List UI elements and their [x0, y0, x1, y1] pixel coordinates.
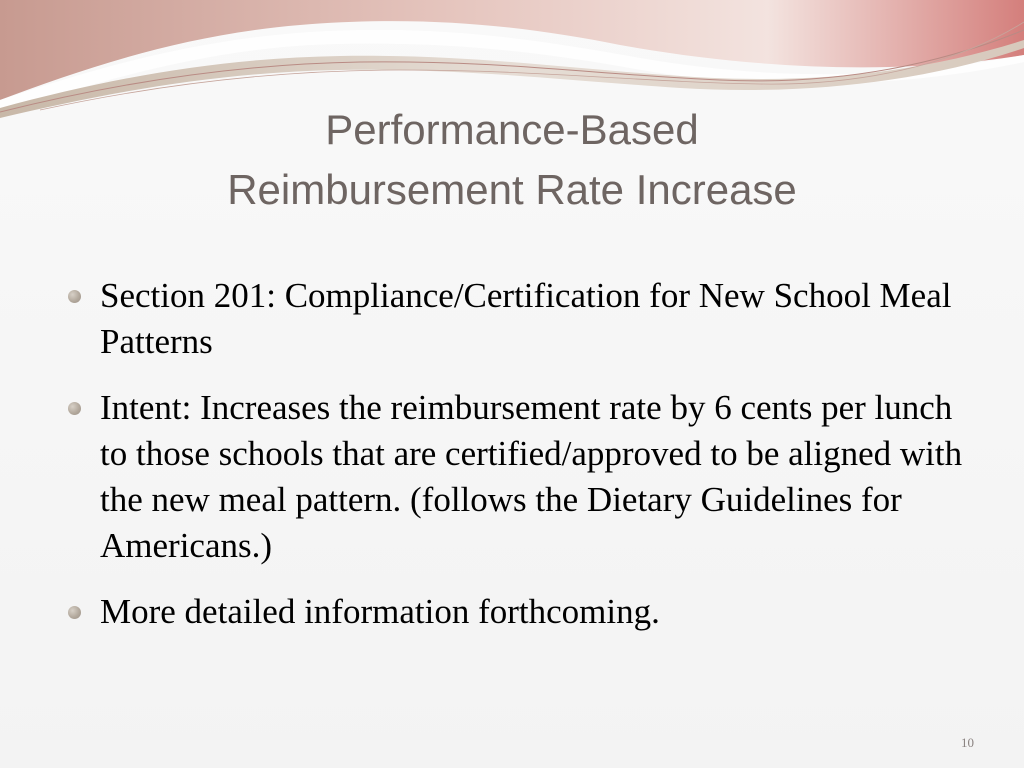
- title-line-1: Performance-Based: [325, 106, 699, 153]
- round-bullet-icon: [68, 402, 81, 415]
- round-bullet-icon: [68, 290, 81, 303]
- bullet-item: [68, 385, 968, 569]
- bullet-item: [68, 589, 968, 635]
- bullet-text: Intent: Increases the reimbursement rate by 6 cents per lunch to those schools that are certified/approved to be aligned with the new meal pattern. (follows the Dietary Guidelines for Americans.): [100, 388, 963, 565]
- slide-title: [0, 100, 1024, 220]
- title-line-2: Reimbursement Rate Increase: [227, 166, 797, 213]
- bullet-text: Section 201: Compliance/Certification for New School Meal Patterns: [100, 276, 952, 361]
- bullet-list: [68, 273, 968, 655]
- slide-number: 10: [961, 735, 974, 750]
- bullet-text: More detailed information forthcoming.: [100, 592, 660, 631]
- round-bullet-icon: [68, 606, 81, 619]
- bullet-item: [68, 273, 968, 365]
